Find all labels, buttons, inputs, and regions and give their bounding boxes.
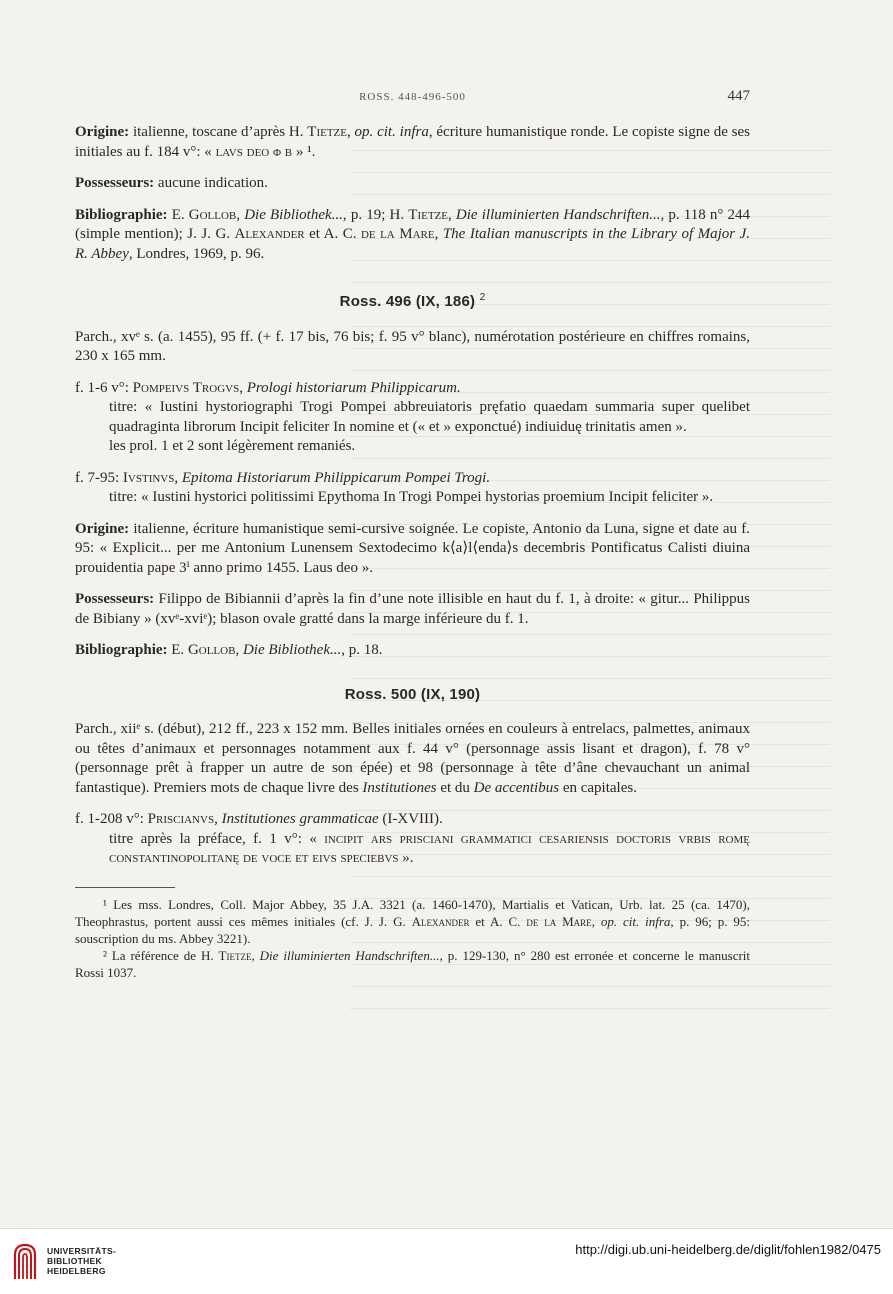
section-heading-ross-496 — [75, 288, 750, 312]
book-title: Die Bibliothek... — [244, 206, 343, 223]
text-fragment: , — [236, 206, 245, 223]
book-title: Die illuminierten Handschriften... — [455, 206, 661, 223]
text-fragment: ² La référence de H. — [103, 947, 219, 963]
library-name-line: BIBLIOTHEK — [47, 1256, 102, 1266]
author-name: Tietze — [218, 947, 252, 963]
text-fragment: , — [346, 124, 355, 140]
text-fragment: , — [434, 226, 443, 242]
text-fragment: et A. C. — [469, 913, 527, 929]
author-name: Gollob — [188, 206, 237, 223]
text-fragment: , p. 118 n° 244 (simple mention); J. J. G. — [75, 206, 751, 242]
text-fragment: en capitales. — [559, 779, 637, 796]
text-fragment: , — [214, 811, 222, 827]
origine-text: italienne, écriture humanistique semi-cursive soignée. Le copiste, Antonio da Luna, signe et date au f. 95: « Explicit... per me Antonium Lunensem Sextodecimo k⟨a⟩l⟨enda⟩s decembris Pontificatus Calisti diuina prouidentia pape 3ⁱ anno primo 1455. Laus deo ». — [75, 520, 751, 576]
author-name: Priscianvs — [147, 811, 215, 827]
text-fragment: , Londres, 1969, p. 96. — [128, 245, 265, 262]
content-item — [75, 810, 750, 830]
author-name: Pompeivs Trogvs — [132, 379, 240, 396]
item-titre: titre: « Iustini hystoriographi Trogi Pompei abbreuiatoris pręfatio quaedam summaria super quelibet quadraginta librorum Incipit feliciter In nomine et (« et » exponctué) indiuiduę trinitatis amen ». — [109, 399, 750, 435]
text-fragment: , — [235, 642, 243, 658]
folio-range: f. 1-208 v°: — [75, 811, 148, 827]
text-fragment: et A. C. — [304, 226, 361, 242]
origine-label: Origine: — [75, 520, 130, 537]
possesseurs-text: Filippo de Bibiannii d’après la fin d’une note illisible en haut du f. 1, à droite: « gitur... Philippus de Bibiany » (xvᵉ-xviᵉ); blason ovale gratté dans la marge inférieure du f. 1. — [75, 591, 751, 627]
possesseurs-paragraph — [75, 590, 750, 629]
citation-ref: op. cit. infra — [600, 913, 671, 929]
author-name: Ivstinvs — [122, 469, 175, 486]
text-fragment: ¹ Les mss. Londres, Coll. Major Abbey, 35 J.A. 3321 (a. 1460-1470), Martialis et Vatican, Urb. lat. 25 (ca. 1470), Theophrastus, portent aussi ces mêmes initiales (cf. J. J. G. — [75, 896, 750, 929]
section-heading-ross-500: Ross. 500 (IX, 190) — [344, 685, 481, 703]
library-name-line: UNIVERSITÄTS- — [47, 1246, 117, 1256]
work-title: Prologi historiarum Philippicarum. — [246, 379, 461, 396]
footnote-2 — [75, 947, 750, 981]
text-fragment: , — [591, 913, 601, 929]
book-title: The Italian manuscripts in the Library of Major J. R. Abbey — [75, 226, 751, 262]
content-item — [75, 469, 750, 489]
text-fragment: , p. 18. — [341, 642, 383, 658]
author-name: de la Mare — [526, 913, 592, 929]
possesseurs-paragraph — [75, 174, 750, 194]
text-fragment: , écriture humanistique ronde. Le copiste signe de ses initiales au f. 184 v°: « — [75, 124, 750, 160]
text-fragment: , p. 96; p. 95: souscription du ms. Abbey 3221). — [75, 913, 750, 946]
bibliographie-label: Bibliographie: — [75, 206, 168, 223]
item-titre — [75, 830, 750, 869]
author-name: de la Mare — [360, 226, 435, 242]
possesseurs-text: aucune indication. — [157, 175, 268, 191]
text-fragment: et du — [436, 779, 474, 796]
bibliographie-paragraph — [75, 641, 750, 661]
text-fragment: , p. 129-130, n° 280 est erronée et concerne le manuscrit Rossi 1037. — [75, 947, 751, 980]
text-fragment: , — [239, 379, 247, 396]
running-title: ROSS. 448-496-500 — [359, 91, 466, 103]
bibliographie-label: Bibliographie: — [75, 642, 168, 658]
text-fragment: E. — [171, 206, 189, 223]
author-name: Alexander — [411, 913, 470, 929]
bibliographie-paragraph — [75, 206, 750, 265]
text-fragment: , — [174, 469, 182, 486]
text-fragment: E. — [171, 642, 188, 658]
citation-ref: op. cit. infra — [354, 124, 429, 140]
possesseurs-label: Possesseurs: — [75, 175, 155, 191]
university-library-logo-icon — [12, 1241, 38, 1281]
footnote-1 — [75, 896, 750, 947]
item-note: les prol. 1 et 2 sont légèrement remaniés. — [109, 438, 356, 454]
possesseurs-label: Possesseurs: — [75, 591, 155, 607]
permalink-url[interactable]: http://digi.ub.uni-heidelberg.de/diglit/fohlen1982/0475 — [575, 1242, 881, 1257]
work-title: De accentibus — [473, 779, 560, 796]
footnote-divider — [75, 887, 175, 888]
work-title: Epitoma Historiarum Philippicarum Pompei Trogi. — [181, 469, 491, 486]
library-name-line: HEIDELBERG — [47, 1266, 106, 1276]
author-name: Tietze — [408, 206, 448, 223]
digitization-footer — [0, 1228, 893, 1294]
text-fragment: ». — [398, 850, 414, 866]
work-title: Institutiones grammaticae — [221, 811, 379, 827]
footnote-marker: 2 — [479, 292, 486, 303]
item-titre: titre: « Iustini hystorici politissimi Epythoma In Trogi Pompei hystorias proemium Incipit feliciter ». — [109, 489, 714, 505]
page-header — [75, 88, 750, 108]
work-title: Institutiones — [362, 779, 437, 796]
folio-range: f. 7-95: — [75, 469, 123, 486]
folio-range: f. 1-6 v°: — [75, 379, 133, 396]
origine-label: Origine: — [75, 124, 130, 140]
author-name: Tietze — [307, 124, 347, 140]
text-fragment: (I-XVIII). — [378, 811, 443, 827]
text-fragment: Parch., xiiᵉ s. (début), 212 ff., 223 x 152 mm. Belles initiales ornées en couleurs à entrelacs, palmettes, animaux ou têtes d’animaux et personnages notamment aux f. 44 v° (personnage assis lisant et dragon), f. 78 v° (personnage prêt à frapper un autre de son épée) et 98 (personnage à tête d’âne chevauchant un animal fantastique). Premiers mots de chaque livre des — [75, 721, 750, 796]
author-name: Gollob — [187, 642, 236, 658]
text-fragment: , p. 19; H. — [342, 206, 409, 223]
origine-text: italienne, toscane d’après H. — [132, 124, 308, 140]
scribe-signature: lavs deo φ b — [215, 143, 293, 160]
text-fragment: titre après la préface, f. 1 v°: « — [109, 830, 325, 847]
author-name: Alexander — [234, 226, 305, 242]
origine-paragraph — [75, 520, 750, 579]
page-number: 447 — [727, 88, 750, 104]
book-title: Die illuminierten Handschriften... — [259, 947, 440, 963]
book-title: Die Bibliothek... — [242, 642, 342, 658]
origine-paragraph — [75, 123, 750, 162]
library-name — [47, 1246, 116, 1276]
manuscript-description: Parch., xvᵉ s. (a. 1455), 95 ff. (+ f. 17 bis, 76 bis; f. 95 v° blanc), numérotation postérieure en chiffres romains, 230 x 165 mm. — [75, 328, 750, 364]
text-fragment: » ¹. — [292, 143, 316, 160]
incipit-text: incipit ars prisciani grammatici cesariensis doctoris vrbis romę constantinopolitanę de voce et eivs speciebvs — [109, 830, 750, 866]
text-fragment: , — [448, 206, 456, 223]
manuscript-description — [75, 720, 750, 798]
text-fragment: , — [251, 947, 260, 963]
heading-text: Ross. 496 (IX, 186) — [339, 293, 476, 310]
content-item — [75, 379, 750, 399]
page-body — [75, 123, 750, 981]
footnotes — [75, 896, 750, 981]
